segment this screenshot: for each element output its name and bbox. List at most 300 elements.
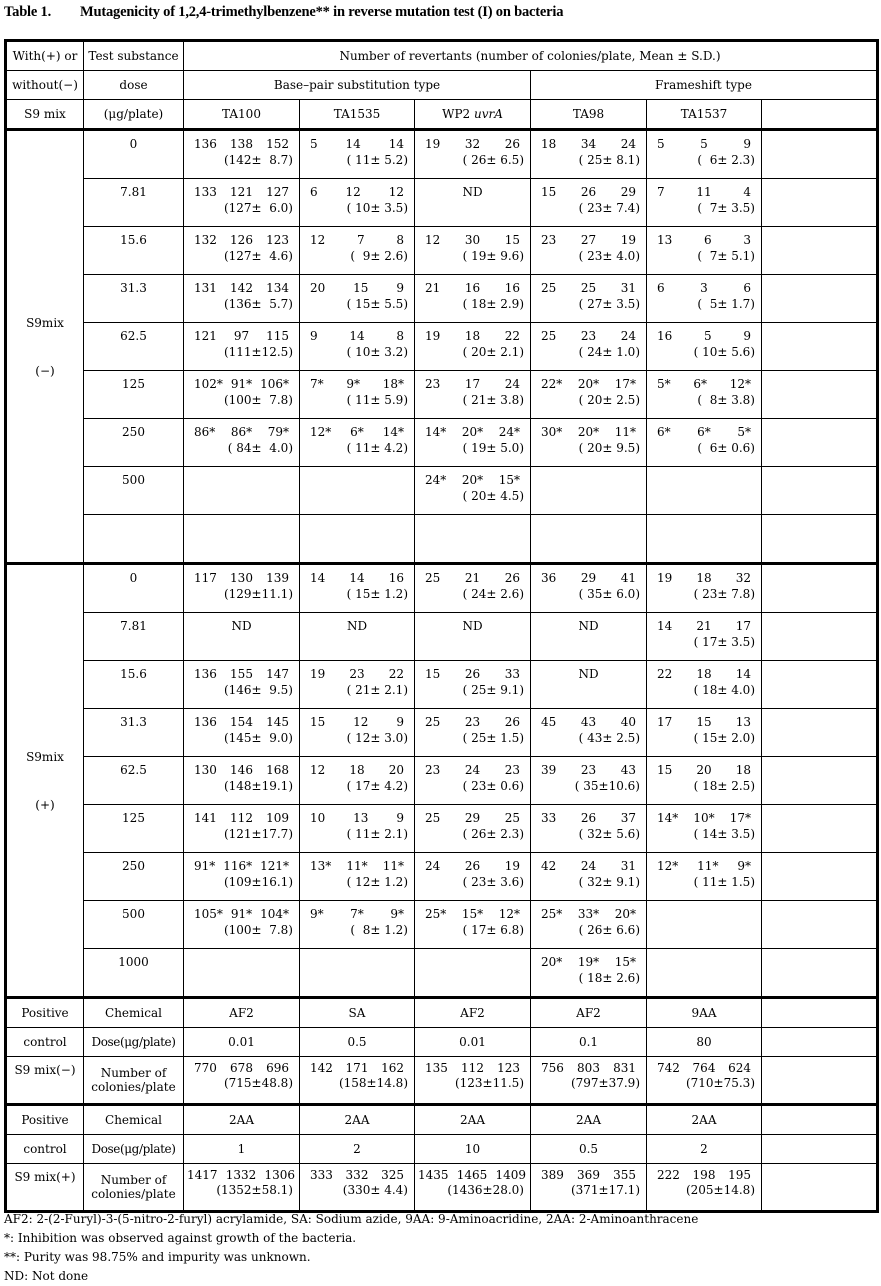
plate-count: 3 bbox=[743, 233, 751, 247]
value-cell bbox=[184, 613, 300, 661]
plate-count: 19 bbox=[504, 859, 520, 873]
plate-count: 12* bbox=[498, 907, 520, 921]
value-box bbox=[415, 515, 530, 562]
value-cell bbox=[531, 275, 647, 323]
value-box bbox=[531, 419, 646, 466]
plate-count: 22 bbox=[388, 667, 404, 681]
mean-sd: ( 26± 2.3) bbox=[462, 827, 524, 841]
plate-count: 146 bbox=[230, 763, 253, 777]
mean-sd: (136± 5.7) bbox=[223, 297, 293, 311]
plate-count: 24* bbox=[425, 473, 447, 487]
mean-sd: (109±16.1) bbox=[223, 875, 293, 889]
value-box bbox=[531, 853, 646, 900]
plate-count: 26 bbox=[464, 859, 481, 873]
table-row bbox=[6, 709, 878, 757]
dose-value: 31.3 bbox=[120, 715, 147, 729]
plate-counts bbox=[647, 853, 761, 873]
plate-counts bbox=[531, 565, 646, 585]
empty-cell bbox=[762, 1105, 878, 1135]
plate-counts bbox=[647, 227, 761, 247]
plate-count: 15 bbox=[310, 715, 326, 729]
plate-count: 6* bbox=[350, 425, 364, 439]
mean-sd: ( 8± 1.2) bbox=[350, 923, 408, 937]
plate-count: 15 bbox=[425, 667, 441, 681]
value-box bbox=[647, 323, 761, 370]
pc-count-cell bbox=[647, 1164, 762, 1212]
value-box bbox=[762, 131, 876, 178]
value-cell bbox=[415, 949, 531, 998]
value-box bbox=[184, 709, 299, 756]
plate-count: 756 bbox=[541, 1061, 564, 1075]
plate-count: 1417 bbox=[187, 1168, 218, 1182]
plate-count: 831 bbox=[613, 1061, 636, 1075]
plate-counts bbox=[300, 1057, 414, 1075]
value-cell bbox=[300, 275, 415, 323]
plate-count: 14* bbox=[657, 811, 679, 825]
plate-counts bbox=[300, 565, 414, 585]
plate-count: 6* bbox=[693, 377, 707, 391]
plate-counts bbox=[415, 709, 530, 729]
value-cell bbox=[531, 179, 647, 227]
value-box bbox=[415, 613, 530, 660]
value-cell bbox=[762, 130, 878, 179]
value-cell bbox=[647, 757, 762, 805]
empty-cell bbox=[762, 1057, 878, 1105]
mean-sd: ( 25± 1.5) bbox=[462, 731, 524, 745]
mean-sd: ( 18± 2.9) bbox=[462, 297, 524, 311]
value-box bbox=[762, 227, 876, 274]
value-cell bbox=[415, 371, 531, 419]
value-cell bbox=[531, 323, 647, 371]
value-box bbox=[300, 805, 414, 852]
value-box bbox=[647, 949, 761, 996]
plate-count: 9* bbox=[346, 377, 360, 391]
plate-counts bbox=[184, 661, 299, 681]
mean-sd: ( 11± 5.2) bbox=[346, 153, 408, 167]
plate-count: 155 bbox=[230, 667, 253, 681]
dose-cell bbox=[84, 467, 184, 515]
value-cell bbox=[531, 901, 647, 949]
value-box bbox=[184, 227, 299, 274]
plate-count: 131 bbox=[194, 281, 217, 295]
value-box bbox=[300, 613, 414, 660]
plate-counts bbox=[647, 565, 761, 585]
value-box bbox=[531, 805, 646, 852]
plate-count: 24 bbox=[504, 377, 520, 391]
mean-sd: (100± 7.8) bbox=[223, 923, 293, 937]
table-row bbox=[6, 275, 878, 323]
plate-counts bbox=[531, 131, 646, 151]
value-cell bbox=[300, 419, 415, 467]
value-box bbox=[531, 613, 646, 660]
plate-count: 145 bbox=[266, 715, 289, 729]
value-cell bbox=[647, 805, 762, 853]
plate-count: 14 bbox=[310, 571, 326, 585]
value-box bbox=[184, 661, 299, 708]
mean-sd: (123±11.5) bbox=[454, 1076, 524, 1090]
value-box bbox=[300, 565, 414, 612]
value-cell bbox=[184, 371, 300, 419]
value-cell bbox=[300, 564, 415, 613]
plate-count: 5 bbox=[310, 137, 318, 151]
plate-count: 33 bbox=[541, 811, 557, 825]
plate-count: 40 bbox=[620, 715, 636, 729]
plate-count: 20* bbox=[577, 377, 600, 391]
plate-count: 105* bbox=[194, 907, 223, 921]
plate-counts bbox=[184, 709, 299, 729]
pc-dose: 1 bbox=[184, 1135, 300, 1164]
table-row bbox=[6, 1135, 878, 1164]
value-box bbox=[531, 949, 646, 996]
plate-count: 12 bbox=[345, 185, 361, 199]
value-cell bbox=[762, 467, 878, 515]
plate-count: 136 bbox=[194, 715, 217, 729]
value-cell bbox=[184, 130, 300, 179]
plate-counts bbox=[184, 757, 299, 777]
dose-cell bbox=[84, 805, 184, 853]
plate-count: 10* bbox=[693, 811, 715, 825]
value-cell bbox=[184, 757, 300, 805]
plate-count: 5* bbox=[737, 425, 751, 439]
plate-count: 13* bbox=[310, 859, 332, 873]
plate-count: 43 bbox=[620, 763, 636, 777]
value-box bbox=[415, 275, 530, 322]
plate-count: 117 bbox=[194, 571, 217, 585]
value-box bbox=[300, 515, 414, 562]
value-cell bbox=[762, 853, 878, 901]
plate-count: 25 bbox=[425, 811, 441, 825]
plate-count: 123 bbox=[497, 1061, 520, 1075]
value-box bbox=[531, 467, 646, 514]
plate-count: 12 bbox=[425, 233, 441, 247]
pc-chemical: AF2 bbox=[184, 998, 300, 1028]
mean-sd: ( 12± 3.0) bbox=[346, 731, 408, 745]
mean-sd: ( 32± 9.1) bbox=[578, 875, 640, 889]
mean-sd: ( 27± 3.5) bbox=[578, 297, 640, 311]
plate-counts bbox=[300, 661, 414, 681]
plate-counts bbox=[184, 565, 299, 585]
plate-count: 25* bbox=[425, 907, 447, 921]
pc-chemical: AF2 bbox=[415, 998, 531, 1028]
table-row bbox=[6, 901, 878, 949]
plate-count: 3 bbox=[700, 281, 708, 295]
value-cell bbox=[531, 467, 647, 515]
plate-count: 24 bbox=[464, 763, 481, 777]
footnote: **: Purity was 98.75% and impurity was unknown. bbox=[4, 1250, 311, 1264]
plate-count: 20* bbox=[461, 425, 484, 439]
mean-sd: ( 17± 6.8) bbox=[462, 923, 524, 937]
value-cell bbox=[415, 564, 531, 613]
value-box bbox=[647, 613, 761, 660]
value-cell bbox=[531, 371, 647, 419]
mean-sd: ( 11± 4.2) bbox=[346, 441, 408, 455]
value-cell bbox=[531, 130, 647, 179]
dose-cell bbox=[84, 419, 184, 467]
plate-counts bbox=[647, 1164, 761, 1182]
plate-count: 15 bbox=[657, 763, 673, 777]
pc-chemical: 2AA bbox=[300, 1105, 415, 1135]
s9-label-line: (−) bbox=[35, 363, 55, 378]
value-cell bbox=[300, 515, 415, 564]
header-s9: without(−) bbox=[6, 71, 84, 100]
plate-count: 222 bbox=[657, 1168, 680, 1182]
value-cell bbox=[415, 179, 531, 227]
plate-count: 91* bbox=[230, 907, 253, 921]
value-box bbox=[300, 323, 414, 370]
value-box bbox=[300, 853, 414, 900]
mutagenicity-table bbox=[4, 39, 879, 1213]
value-cell bbox=[647, 901, 762, 949]
value-box bbox=[415, 179, 530, 226]
plate-count: 33* bbox=[577, 907, 600, 921]
plate-count: 152 bbox=[266, 137, 289, 151]
value-box bbox=[647, 227, 761, 274]
plate-count: 9 bbox=[396, 811, 404, 825]
mean-sd: (371±17.1) bbox=[570, 1183, 640, 1197]
plate-counts bbox=[531, 227, 646, 247]
plate-counts bbox=[531, 805, 646, 825]
dose-box bbox=[84, 661, 183, 708]
header-dose: Test substance bbox=[84, 41, 184, 71]
mean-sd: (129±11.1) bbox=[223, 587, 293, 601]
dose-cell bbox=[84, 853, 184, 901]
value-cell bbox=[531, 709, 647, 757]
pc-dose: 0.01 bbox=[415, 1028, 531, 1057]
value-cell bbox=[300, 613, 415, 661]
dose-box bbox=[84, 227, 183, 274]
pc-dose: 2 bbox=[300, 1135, 415, 1164]
plate-count: 21 bbox=[696, 619, 712, 633]
dose-box bbox=[84, 323, 183, 370]
plate-count: 11 bbox=[696, 185, 712, 199]
plate-counts bbox=[531, 419, 646, 439]
plate-count: 20* bbox=[461, 473, 484, 487]
value-cell bbox=[762, 949, 878, 998]
mean-sd: ( 9± 2.6) bbox=[350, 249, 408, 263]
pc-row-label: Dose(μg/plate) bbox=[84, 1135, 184, 1164]
plate-count: 19 bbox=[310, 667, 326, 681]
value-box bbox=[415, 805, 530, 852]
plate-count: 45 bbox=[541, 715, 557, 729]
header-strain: WP2 uvrA bbox=[415, 100, 531, 130]
dose-cell bbox=[84, 227, 184, 275]
dose-box bbox=[84, 275, 183, 322]
dose-value: 62.5 bbox=[120, 763, 147, 777]
plate-count: 195 bbox=[728, 1168, 751, 1182]
value-box bbox=[415, 371, 530, 418]
mean-sd: ( 14± 3.5) bbox=[693, 827, 755, 841]
dose-value bbox=[84, 515, 183, 521]
mean-sd: ( 20± 9.5) bbox=[578, 441, 640, 455]
value-cell bbox=[531, 949, 647, 998]
dose-box bbox=[84, 515, 183, 562]
plate-counts bbox=[415, 275, 530, 295]
value-cell bbox=[647, 949, 762, 998]
table-title bbox=[4, 4, 563, 21]
value-cell bbox=[762, 371, 878, 419]
header-strain: TA98 bbox=[531, 100, 647, 130]
value-cell bbox=[415, 467, 531, 515]
mean-sd: (111±12.5) bbox=[223, 345, 293, 359]
plate-count: 121 bbox=[194, 329, 217, 343]
value-box bbox=[647, 467, 761, 514]
table-row bbox=[6, 998, 878, 1028]
plate-count: 141 bbox=[194, 811, 217, 825]
dose-cell bbox=[84, 179, 184, 227]
dose-cell bbox=[84, 371, 184, 419]
value-box bbox=[762, 613, 876, 660]
mean-sd: ( 17± 3.5) bbox=[693, 635, 755, 649]
dose-cell bbox=[84, 757, 184, 805]
value-box bbox=[762, 419, 876, 466]
plate-count: 20* bbox=[541, 955, 563, 969]
plate-count: 112 bbox=[230, 811, 253, 825]
value-cell bbox=[415, 661, 531, 709]
s9-label bbox=[7, 747, 83, 815]
mean-sd: ( 23± 7.4) bbox=[578, 201, 640, 215]
plate-count: 126 bbox=[230, 233, 253, 247]
value-cell bbox=[300, 227, 415, 275]
plate-counts bbox=[300, 805, 414, 825]
mean-sd: ( 25± 9.1) bbox=[462, 683, 524, 697]
value-box bbox=[300, 901, 414, 948]
s9-label-line: (+) bbox=[35, 797, 55, 812]
empty-cell bbox=[762, 998, 878, 1028]
pc-row-label bbox=[84, 1164, 184, 1212]
value-box bbox=[184, 179, 299, 226]
dose-cell bbox=[84, 949, 184, 998]
plate-count: 102* bbox=[194, 377, 223, 391]
plate-count: 389 bbox=[541, 1168, 564, 1182]
dose-value: 31.3 bbox=[120, 281, 147, 295]
value-cell bbox=[531, 661, 647, 709]
value-cell bbox=[184, 323, 300, 371]
pc-dose: 2 bbox=[647, 1135, 762, 1164]
plate-count: 23 bbox=[464, 715, 481, 729]
value-cell bbox=[184, 227, 300, 275]
value-box bbox=[647, 515, 761, 562]
plate-count: 86* bbox=[194, 425, 216, 439]
value-box bbox=[300, 757, 414, 804]
plate-count: 7* bbox=[310, 377, 324, 391]
pc-chemical: AF2 bbox=[531, 998, 647, 1028]
plate-count: 27 bbox=[580, 233, 597, 247]
value-cell bbox=[184, 901, 300, 949]
value-cell bbox=[184, 419, 300, 467]
plate-count: 130 bbox=[194, 763, 217, 777]
plate-count: 8 bbox=[396, 329, 404, 343]
pc-chemical: 2AA bbox=[415, 1105, 531, 1135]
plate-count: 764 bbox=[692, 1061, 716, 1075]
value-box bbox=[184, 467, 299, 514]
plate-count: 15* bbox=[461, 907, 484, 921]
plate-counts bbox=[647, 1057, 761, 1075]
plate-counts bbox=[415, 1057, 530, 1075]
plate-count: 138 bbox=[230, 137, 253, 151]
plate-count: 12 bbox=[310, 233, 326, 247]
header-strain: TA1535 bbox=[300, 100, 415, 130]
plate-count: 7 bbox=[657, 185, 665, 199]
value-box bbox=[300, 275, 414, 322]
plate-count: 25 bbox=[425, 715, 441, 729]
dose-box bbox=[84, 179, 183, 226]
plate-count: 36 bbox=[541, 571, 557, 585]
dose-box bbox=[84, 901, 183, 948]
mean-sd: ( 84± 4.0) bbox=[227, 441, 293, 455]
plate-counts bbox=[647, 613, 761, 633]
mean-sd: ( 23± 0.6) bbox=[462, 779, 524, 793]
mean-sd: (148±19.1) bbox=[223, 779, 293, 793]
value-cell bbox=[647, 275, 762, 323]
plate-count: 115 bbox=[266, 329, 289, 343]
dose-value: 125 bbox=[122, 811, 145, 825]
plate-count: 133 bbox=[194, 185, 217, 199]
mean-sd: ( 24± 1.0) bbox=[578, 345, 640, 359]
mean-sd: ( 24± 2.6) bbox=[462, 587, 524, 601]
header-s9: With(+) or bbox=[6, 41, 84, 71]
plate-count: 15* bbox=[498, 473, 520, 487]
header-revertants: Number of revertants (number of colonies/plate, Mean ± S.D.) bbox=[184, 41, 878, 71]
pc-label-line: S9 mix(−) bbox=[6, 1057, 84, 1105]
mean-sd: (145± 9.0) bbox=[223, 731, 293, 745]
plate-counts bbox=[531, 179, 646, 199]
value-cell bbox=[531, 757, 647, 805]
value-cell bbox=[762, 613, 878, 661]
plate-count: 11* bbox=[614, 425, 636, 439]
plate-count: 10 bbox=[310, 811, 326, 825]
value-box bbox=[415, 323, 530, 370]
value-box bbox=[531, 565, 646, 612]
mean-sd: ( 18± 4.0) bbox=[693, 683, 755, 697]
plate-count: 6 bbox=[657, 281, 665, 295]
dose-value: 500 bbox=[122, 907, 145, 921]
pc-chemical: 2AA bbox=[531, 1105, 647, 1135]
plate-count: 23 bbox=[580, 763, 597, 777]
plate-count: 29 bbox=[620, 185, 636, 199]
value-box bbox=[531, 661, 646, 708]
plate-count: 25 bbox=[541, 281, 557, 295]
value-box bbox=[415, 949, 530, 996]
value-cell bbox=[415, 901, 531, 949]
value-cell bbox=[647, 419, 762, 467]
mean-sd: ( 11± 1.5) bbox=[693, 875, 755, 889]
footnote: *: Inhibition was observed against growth of the bacteria. bbox=[4, 1231, 357, 1245]
mean-sd: (127± 4.6) bbox=[223, 249, 293, 263]
plate-counts bbox=[647, 805, 761, 825]
plate-counts bbox=[531, 709, 646, 729]
pc-dose: 0.1 bbox=[531, 1028, 647, 1057]
plate-counts bbox=[300, 323, 414, 343]
not-done-label: ND bbox=[578, 667, 599, 681]
plate-counts bbox=[415, 757, 530, 777]
plate-count: 142 bbox=[230, 281, 253, 295]
plate-counts bbox=[300, 853, 414, 873]
plate-count: 18 bbox=[696, 571, 712, 585]
plate-count: 19 bbox=[425, 137, 441, 151]
plate-count: 9 bbox=[310, 329, 318, 343]
value-box bbox=[647, 853, 761, 900]
pc-dose: 10 bbox=[415, 1135, 531, 1164]
plate-count: 24 bbox=[425, 859, 441, 873]
mean-sd: ( 11± 2.1) bbox=[346, 827, 408, 841]
mean-sd: ( 18± 2.5) bbox=[693, 779, 755, 793]
dose-box bbox=[84, 805, 183, 852]
value-box bbox=[415, 419, 530, 466]
plate-count: 678 bbox=[230, 1061, 253, 1075]
plate-counts bbox=[531, 1164, 646, 1182]
plate-counts bbox=[415, 323, 530, 343]
value-box bbox=[415, 853, 530, 900]
